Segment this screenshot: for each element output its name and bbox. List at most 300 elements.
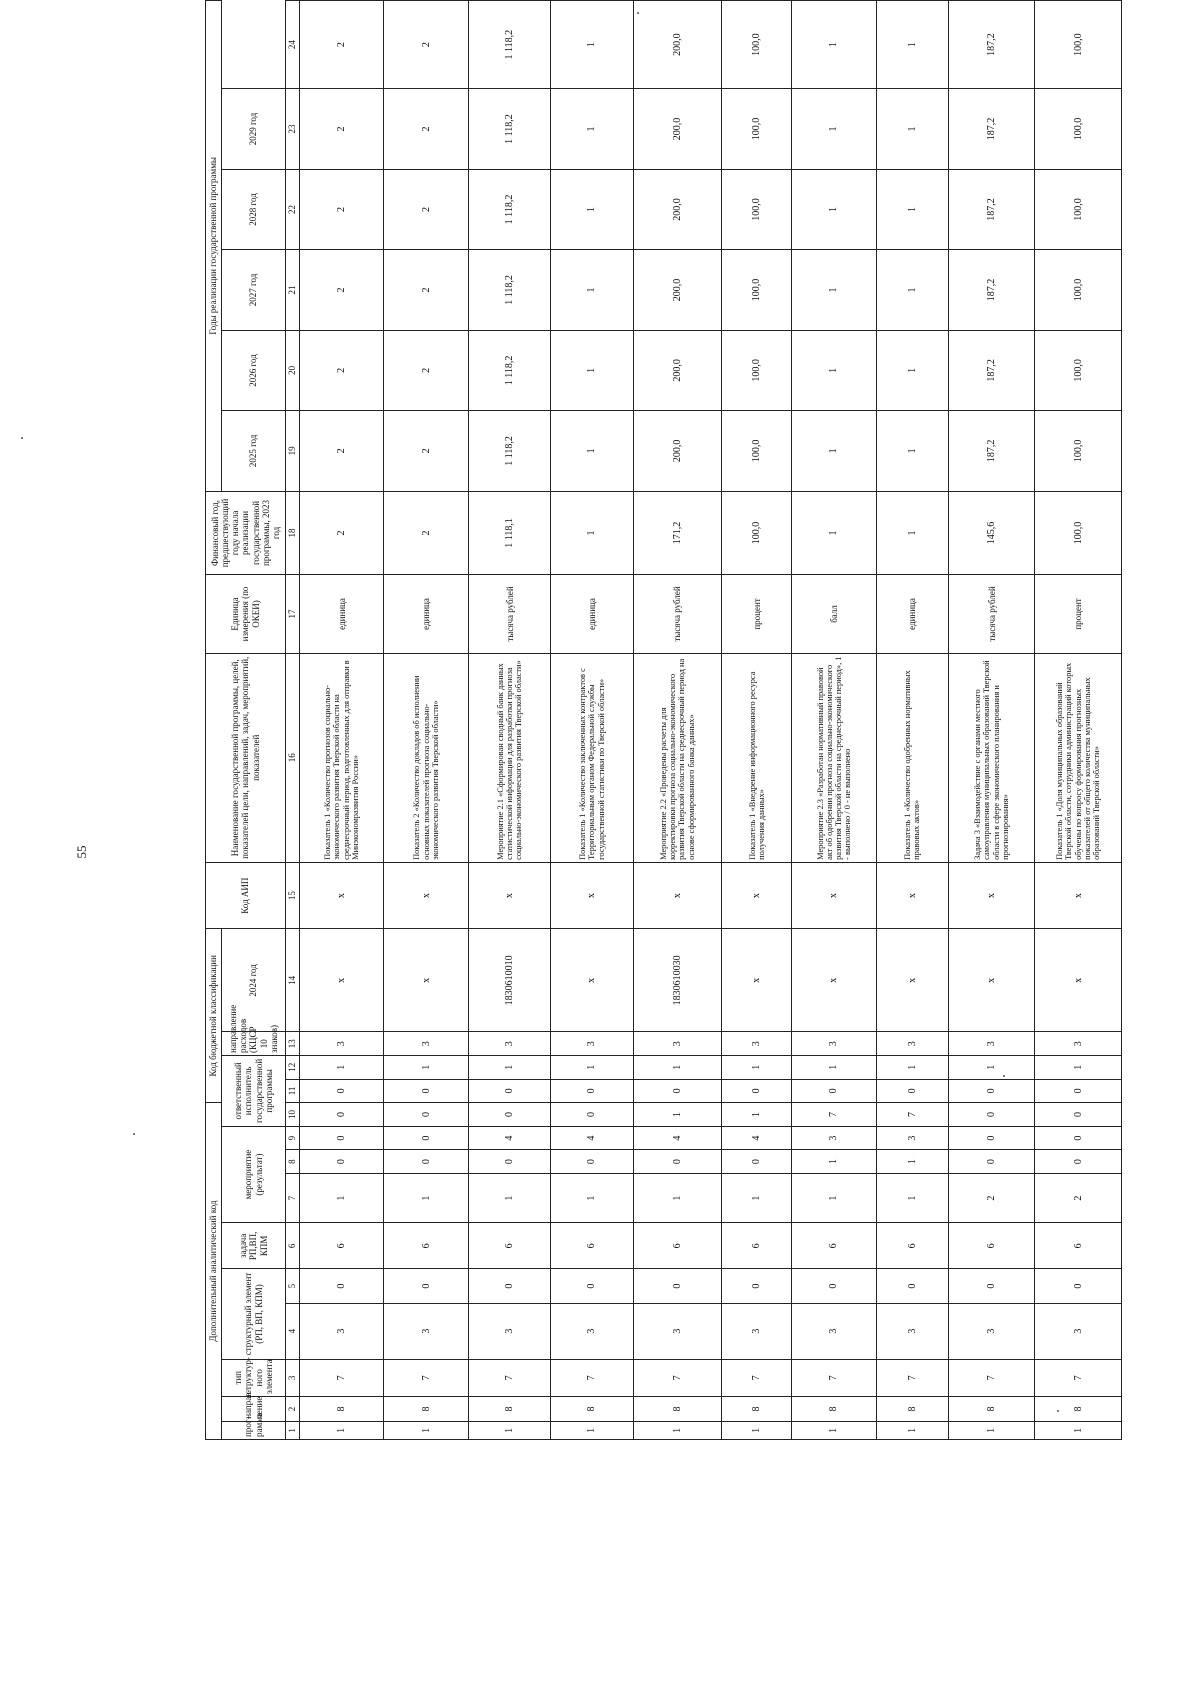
unit-cell: тысяча рублей [633, 575, 722, 653]
fin-year-value-cell: 1 118,1 [468, 491, 550, 575]
unit-cell: единица [876, 575, 948, 653]
code-cell: 1 [633, 1421, 722, 1439]
program-indicators-table [205, 0, 1122, 1440]
table-row [468, 1, 550, 1440]
year-value-cell: 100,0 [722, 411, 792, 491]
header-year-2025: 2025 год [222, 411, 286, 491]
header-event: мероприятие (результат) [222, 1126, 286, 1223]
code-cell: 8 [722, 1397, 792, 1422]
code-cell: 0 [948, 1269, 1035, 1303]
code-cell: 1 [468, 1421, 550, 1439]
col-num-12: 12 [286, 1056, 300, 1080]
indicator-name-cell: Мероприятие 2.1 «Сформирован сводный банк данных статистической информации для разработки прогноза социально-экономического развития Тверской области» [468, 653, 550, 862]
header-direction: направ-ление [222, 1397, 286, 1422]
header-budget-code: Код бюджетной классификации [206, 929, 222, 1103]
year-value-cell: 100,0 [1035, 1, 1122, 89]
col-num-8: 8 [286, 1150, 300, 1174]
code-cell: 0 [1035, 1103, 1122, 1127]
year-value-cell: 2 [300, 1, 384, 89]
code-cell: 0 [1035, 1126, 1122, 1150]
year-value-cell: 1 [876, 250, 948, 330]
code-cell: 7 [468, 1359, 550, 1397]
code-cell: 8 [633, 1397, 722, 1422]
code-cell: 6 [551, 1223, 633, 1269]
col-num-14: 14 [286, 929, 300, 1032]
col-num-7: 7 [286, 1173, 300, 1222]
table-row [722, 1, 792, 1440]
table-row [1035, 1, 1122, 1440]
fin-year-value-cell: 1 [551, 491, 633, 575]
fin-year-value-cell: 171,2 [633, 491, 722, 575]
year-value-cell: 187,2 [948, 411, 1035, 491]
col-num-10: 10 [286, 1103, 300, 1127]
code-cell: 0 [876, 1079, 948, 1103]
page-number: 55 [74, 845, 89, 859]
year-value-cell: 1 [551, 89, 633, 169]
col-num-17: 17 [286, 575, 300, 653]
code-cell: 3 [876, 1032, 948, 1056]
code-cell: 7 [792, 1359, 876, 1397]
header-fin-year: Финансовый год, предшествующий году начала реализации государственной программы, 2023 год [206, 491, 286, 575]
code-cell: 0 [551, 1150, 633, 1174]
kcsr-cell: 1830610030 [633, 929, 722, 1032]
col-num-2: 2 [286, 1397, 300, 1422]
header-year-2024: 2024 год [222, 929, 286, 1032]
code-cell: 8 [1035, 1397, 1122, 1422]
unit-cell: единица [384, 575, 468, 653]
code-cell: 4 [551, 1126, 633, 1150]
indicator-name-cell: Мероприятие 2.2 «Проведены расчеты для корректировки прогноза социально-экономического развития Тверской области на среднесрочный период на основе сформированного банка данных» [633, 653, 722, 862]
code-cell: 8 [551, 1397, 633, 1422]
table-row [384, 1, 468, 1440]
code-cell: 0 [384, 1079, 468, 1103]
code-cell: 3 [792, 1126, 876, 1150]
col-num-18: 18 [286, 491, 300, 575]
col-num-3: 3 [286, 1359, 300, 1397]
table-row [792, 1, 876, 1440]
code-cell: 1 [633, 1103, 722, 1127]
code-cell: 6 [948, 1223, 1035, 1269]
code-cell: 1 [792, 1421, 876, 1439]
year-value-cell: 1 [792, 89, 876, 169]
aip-cell: x [948, 862, 1035, 929]
code-cell: 3 [468, 1303, 550, 1359]
table-row [551, 1, 633, 1440]
code-cell: 0 [384, 1150, 468, 1174]
code-cell: 1 [468, 1056, 550, 1080]
code-cell: 3 [633, 1303, 722, 1359]
aip-cell: x [792, 862, 876, 929]
fin-year-value-cell: 100,0 [1035, 491, 1122, 575]
kcsr-cell: x [300, 929, 384, 1032]
year-value-cell: 187,2 [948, 169, 1035, 249]
code-cell: 7 [551, 1359, 633, 1397]
fin-year-value-cell: 2 [300, 491, 384, 575]
code-cell: 4 [468, 1126, 550, 1150]
year-value-cell: 1 118,2 [468, 411, 550, 491]
code-cell: 1 [722, 1103, 792, 1127]
code-cell: 7 [384, 1359, 468, 1397]
code-cell: 3 [1035, 1303, 1122, 1359]
code-cell: 1 [468, 1173, 550, 1222]
indicator-name-cell: Показатель 2 «Количество докладов об исполнении основных показателей прогноза социально-экономического развития Тверской области» [384, 653, 468, 862]
code-cell: 0 [384, 1126, 468, 1150]
header-expense-direction: направление расходов (КЦСР 10 знаков) [222, 1032, 286, 1056]
col-num-9: 9 [286, 1126, 300, 1150]
year-value-cell: 1 [792, 1, 876, 89]
col-num-19: 19 [286, 411, 300, 491]
code-cell: 0 [792, 1079, 876, 1103]
scan-dot [1003, 1075, 1005, 1077]
code-cell: 6 [300, 1223, 384, 1269]
code-cell: 1 [300, 1421, 384, 1439]
code-cell: 1 [876, 1421, 948, 1439]
scan-dot [1057, 1410, 1059, 1412]
code-cell: 0 [384, 1269, 468, 1303]
unit-cell: процент [1035, 575, 1122, 653]
year-value-cell: 100,0 [1035, 250, 1122, 330]
code-cell: 0 [948, 1079, 1035, 1103]
year-value-cell: 100,0 [1035, 169, 1122, 249]
code-cell: 6 [876, 1223, 948, 1269]
indicator-name-cell: Показатель 1 «Количество заключенных контрактов с Территориальным органом Федеральной службы государственной статистики по Тверской области» [551, 653, 633, 862]
code-cell: 0 [948, 1150, 1035, 1174]
aip-cell: x [551, 862, 633, 929]
code-cell: 3 [948, 1303, 1035, 1359]
table-row [633, 1, 722, 1440]
code-cell: 6 [384, 1223, 468, 1269]
unit-cell: единица [551, 575, 633, 653]
year-value-cell: 1 [551, 250, 633, 330]
col-num-15: 15 [286, 862, 300, 929]
year-value-cell: 1 [876, 1, 948, 89]
year-value-cell: 2 [384, 1, 468, 89]
kcsr-cell: x [722, 929, 792, 1032]
code-cell: 0 [948, 1103, 1035, 1127]
unit-cell: тысяча рублей [948, 575, 1035, 653]
year-value-cell: 2 [300, 89, 384, 169]
header-type: тип структур-ного элемента [222, 1359, 286, 1397]
code-cell: 1 [384, 1173, 468, 1222]
header-year-2028: 2028 год [222, 169, 286, 249]
code-cell: 0 [300, 1269, 384, 1303]
table-row [876, 1, 948, 1440]
col-num-13: 13 [286, 1032, 300, 1056]
code-cell: 7 [948, 1359, 1035, 1397]
code-cell: 0 [468, 1079, 550, 1103]
aip-cell: x [876, 862, 948, 929]
year-value-cell: 1 [876, 330, 948, 410]
year-value-cell: 100,0 [722, 250, 792, 330]
unit-cell: процент [722, 575, 792, 653]
year-value-cell: 1 118,2 [468, 330, 550, 410]
code-cell: 3 [551, 1032, 633, 1056]
code-cell: 7 [876, 1359, 948, 1397]
header-task: задача РП,ВП, КПМ [222, 1223, 286, 1269]
header-struct: структурный элемент (РП, ВП, КПМ) [222, 1269, 286, 1359]
code-cell: 8 [384, 1397, 468, 1422]
year-value-cell: 1 [551, 169, 633, 249]
code-cell: 0 [948, 1126, 1035, 1150]
header-analytic-code: Дополнительный аналитический код [206, 1103, 222, 1440]
table-body [300, 1, 1122, 1440]
header-name: Наименование государственной программы, целей, показателей цели, направлений, задач, мероприятий, показателей [206, 653, 286, 862]
code-cell: 1 [551, 1173, 633, 1222]
aip-cell: x [722, 862, 792, 929]
col-num-4: 4 [286, 1303, 300, 1359]
header-year-2029: 2029 год [222, 89, 286, 169]
code-cell: 0 [468, 1103, 550, 1127]
code-cell: 1 [551, 1421, 633, 1439]
year-value-cell: 2 [384, 89, 468, 169]
code-cell: 3 [876, 1303, 948, 1359]
header-year-2027: 2027 год [222, 250, 286, 330]
aip-cell: x [1035, 862, 1122, 929]
code-cell: 3 [551, 1303, 633, 1359]
indicator-name-cell: Задача 3 «Взаимодействие с органами местного самоуправления муниципальных образований Тверской области в сфере экономического планирования и прогнозирования» [948, 653, 1035, 862]
code-cell: 3 [1035, 1032, 1122, 1056]
year-value-cell: 1 [792, 330, 876, 410]
scan-dot [637, 12, 639, 14]
code-cell: 0 [468, 1269, 550, 1303]
col-num-1: 1 [286, 1421, 300, 1439]
scan-dot [21, 437, 23, 439]
year-value-cell: 200,0 [633, 89, 722, 169]
year-value-cell: 1 [792, 169, 876, 249]
code-cell: 3 [384, 1303, 468, 1359]
code-cell: 6 [722, 1223, 792, 1269]
year-value-cell: 2 [384, 330, 468, 410]
code-cell: 3 [722, 1303, 792, 1359]
code-cell: 1 [633, 1056, 722, 1080]
fin-year-value-cell: 1 [876, 491, 948, 575]
year-value-cell: 100,0 [1035, 89, 1122, 169]
unit-cell: балл [792, 575, 876, 653]
kcsr-cell: x [876, 929, 948, 1032]
col-num-5: 5 [286, 1269, 300, 1303]
code-cell: 0 [633, 1269, 722, 1303]
year-value-cell: 1 [551, 1, 633, 89]
year-value-cell: 200,0 [633, 411, 722, 491]
column-number-row [286, 1, 300, 1440]
year-value-cell: 1 [792, 250, 876, 330]
unit-cell: единица [300, 575, 384, 653]
code-cell: 1 [300, 1056, 384, 1080]
code-cell: 2 [1035, 1173, 1122, 1222]
code-cell: 0 [876, 1269, 948, 1303]
code-cell: 0 [551, 1269, 633, 1303]
code-cell: 0 [384, 1103, 468, 1127]
aip-cell: x [468, 862, 550, 929]
code-cell: 0 [722, 1079, 792, 1103]
kcsr-cell: x [551, 929, 633, 1032]
col-num-21: 21 [286, 250, 300, 330]
code-cell: 1 [384, 1421, 468, 1439]
code-cell: 8 [468, 1397, 550, 1422]
year-value-cell: 100,0 [722, 330, 792, 410]
code-cell: 8 [876, 1397, 948, 1422]
code-cell: 1 [633, 1173, 722, 1222]
code-cell: 3 [300, 1032, 384, 1056]
code-cell: 0 [1035, 1269, 1122, 1303]
year-value-cell: 1 118,2 [468, 250, 550, 330]
code-cell: 1 [876, 1150, 948, 1174]
year-value-cell: 1 [876, 169, 948, 249]
col-num-24: 24 [286, 1, 300, 89]
fin-year-value-cell: 100,0 [722, 491, 792, 575]
indicator-name-cell: Показатель 1 «Количество прогнозов социально-экономического развития Тверской области на среднесрочный период, подготовленных для отправки в Минэкономразвития России» [300, 653, 384, 862]
col-num-11: 11 [286, 1079, 300, 1103]
code-cell: 0 [468, 1150, 550, 1174]
code-cell: 6 [633, 1223, 722, 1269]
code-cell: 3 [792, 1303, 876, 1359]
code-cell: 1 [792, 1056, 876, 1080]
code-cell: 6 [468, 1223, 550, 1269]
col-num-22: 22 [286, 169, 300, 249]
year-value-cell: 200,0 [633, 330, 722, 410]
code-cell: 0 [300, 1103, 384, 1127]
year-value-cell: 200,0 [633, 1, 722, 89]
year-value-cell: 1 [876, 89, 948, 169]
header-year-2026: 2026 год [222, 330, 286, 410]
year-value-cell: 100,0 [722, 89, 792, 169]
header-row-groups [206, 1, 222, 1440]
aip-cell: x [300, 862, 384, 929]
header-responsible: ответственный исполнитель государственной программы [222, 1056, 286, 1127]
col-num-16: 16 [286, 653, 300, 862]
code-cell: 1 [876, 1056, 948, 1080]
kcsr-cell: 1830610010 [468, 929, 550, 1032]
year-value-cell: 2 [300, 330, 384, 410]
code-cell: 0 [1035, 1079, 1122, 1103]
header-years-group: Годы реализации государственной программы [206, 1, 222, 492]
header-program: прог-рамма [222, 1421, 286, 1439]
code-cell: 1 [792, 1150, 876, 1174]
aip-cell: x [633, 862, 722, 929]
year-value-cell: 2 [300, 169, 384, 249]
code-cell: 1 [1035, 1056, 1122, 1080]
col-num-6: 6 [286, 1223, 300, 1269]
col-num-23: 23 [286, 89, 300, 169]
code-cell: 3 [384, 1032, 468, 1056]
kcsr-cell: x [792, 929, 876, 1032]
year-value-cell: 187,2 [948, 250, 1035, 330]
code-cell: 3 [722, 1032, 792, 1056]
code-cell: 1 [1035, 1421, 1122, 1439]
code-cell: 4 [722, 1126, 792, 1150]
code-cell: 7 [300, 1359, 384, 1397]
code-cell: 2 [948, 1173, 1035, 1222]
header-unit: Единица измерения (по ОКЕИ) [206, 575, 286, 653]
year-value-cell: 200,0 [633, 169, 722, 249]
code-cell: 1 [876, 1173, 948, 1222]
code-cell: 6 [1035, 1223, 1122, 1269]
code-cell: 0 [300, 1150, 384, 1174]
aip-cell: x [384, 862, 468, 929]
code-cell: 1 [384, 1056, 468, 1080]
code-cell: 0 [792, 1269, 876, 1303]
year-value-cell: 1 [792, 411, 876, 491]
code-cell: 3 [468, 1032, 550, 1056]
code-cell: 0 [551, 1103, 633, 1127]
code-cell: 1 [722, 1421, 792, 1439]
col-num-20: 20 [286, 330, 300, 410]
year-value-cell: 1 [551, 330, 633, 410]
code-cell: 0 [551, 1079, 633, 1103]
year-value-cell: 187,2 [948, 330, 1035, 410]
code-cell: 8 [948, 1397, 1035, 1422]
code-cell: 7 [722, 1359, 792, 1397]
kcsr-cell: x [384, 929, 468, 1032]
year-value-cell: 1 [551, 411, 633, 491]
code-cell: 0 [633, 1150, 722, 1174]
rotated-table-wrapper [205, 0, 1122, 1440]
kcsr-cell: x [1035, 929, 1122, 1032]
code-cell: 1 [551, 1056, 633, 1080]
year-value-cell: 100,0 [722, 169, 792, 249]
code-cell: 3 [948, 1032, 1035, 1056]
code-cell: 4 [633, 1126, 722, 1150]
year-value-cell: 187,2 [948, 89, 1035, 169]
indicator-name-cell: Показатель 1 «Количество одобренных нормативных правовых актов» [876, 653, 948, 862]
header-aip-code: Код АИП [206, 862, 286, 929]
year-value-cell: 100,0 [1035, 411, 1122, 491]
code-cell: 0 [722, 1150, 792, 1174]
indicator-name-cell: Показатель 1 «Внедрение информационного ресурса получения данных» [722, 653, 792, 862]
table-row [300, 1, 384, 1440]
code-cell: 0 [300, 1079, 384, 1103]
code-cell: 0 [722, 1269, 792, 1303]
year-value-cell: 1 118,2 [468, 89, 550, 169]
year-value-cell: 2 [300, 250, 384, 330]
year-value-cell: 2 [384, 169, 468, 249]
code-cell: 3 [300, 1303, 384, 1359]
code-cell: 6 [792, 1223, 876, 1269]
indicator-name-cell: Мероприятие 2.3 «Разработан нормативный правовой акт об одобрении прогноза социально-экономического развития Тверской области на среднесрочный период», 1 - выполнено / 0 - не выполнено [792, 653, 876, 862]
year-value-cell: 2 [384, 411, 468, 491]
code-cell: 8 [792, 1397, 876, 1422]
year-value-cell: 1 [876, 411, 948, 491]
code-cell: 1 [948, 1421, 1035, 1439]
code-cell: 7 [1035, 1359, 1122, 1397]
year-value-cell: 1 118,2 [468, 1, 550, 89]
unit-cell: тысяча рублей [468, 575, 550, 653]
fin-year-value-cell: 145,6 [948, 491, 1035, 575]
table-row [948, 1, 1035, 1440]
kcsr-cell: x [948, 929, 1035, 1032]
year-value-cell: 187,2 [948, 1, 1035, 89]
code-cell: 1 [722, 1173, 792, 1222]
year-value-cell: 2 [300, 411, 384, 491]
fin-year-value-cell: 1 [792, 491, 876, 575]
code-cell: 1 [792, 1173, 876, 1222]
fin-year-value-cell: 2 [384, 491, 468, 575]
code-cell: 0 [633, 1079, 722, 1103]
indicator-name-cell: Показатель 1 «Доля муниципальных образований Тверской области, сотрудники администраций которых обучены по вопросу формирования прогнозных показателей от общего количества муниципальных образований Тверской области» [1035, 653, 1122, 862]
year-value-cell: 2 [384, 250, 468, 330]
code-cell: 3 [633, 1032, 722, 1056]
code-cell: 0 [1035, 1150, 1122, 1174]
year-value-cell: 100,0 [722, 1, 792, 89]
code-cell: 1 [300, 1173, 384, 1222]
code-cell: 8 [300, 1397, 384, 1422]
code-cell: 3 [792, 1032, 876, 1056]
year-value-cell: 100,0 [1035, 330, 1122, 410]
code-cell: 1 [722, 1056, 792, 1080]
code-cell: 7 [876, 1103, 948, 1127]
year-value-cell: 1 118,2 [468, 169, 550, 249]
code-cell: 0 [300, 1126, 384, 1150]
